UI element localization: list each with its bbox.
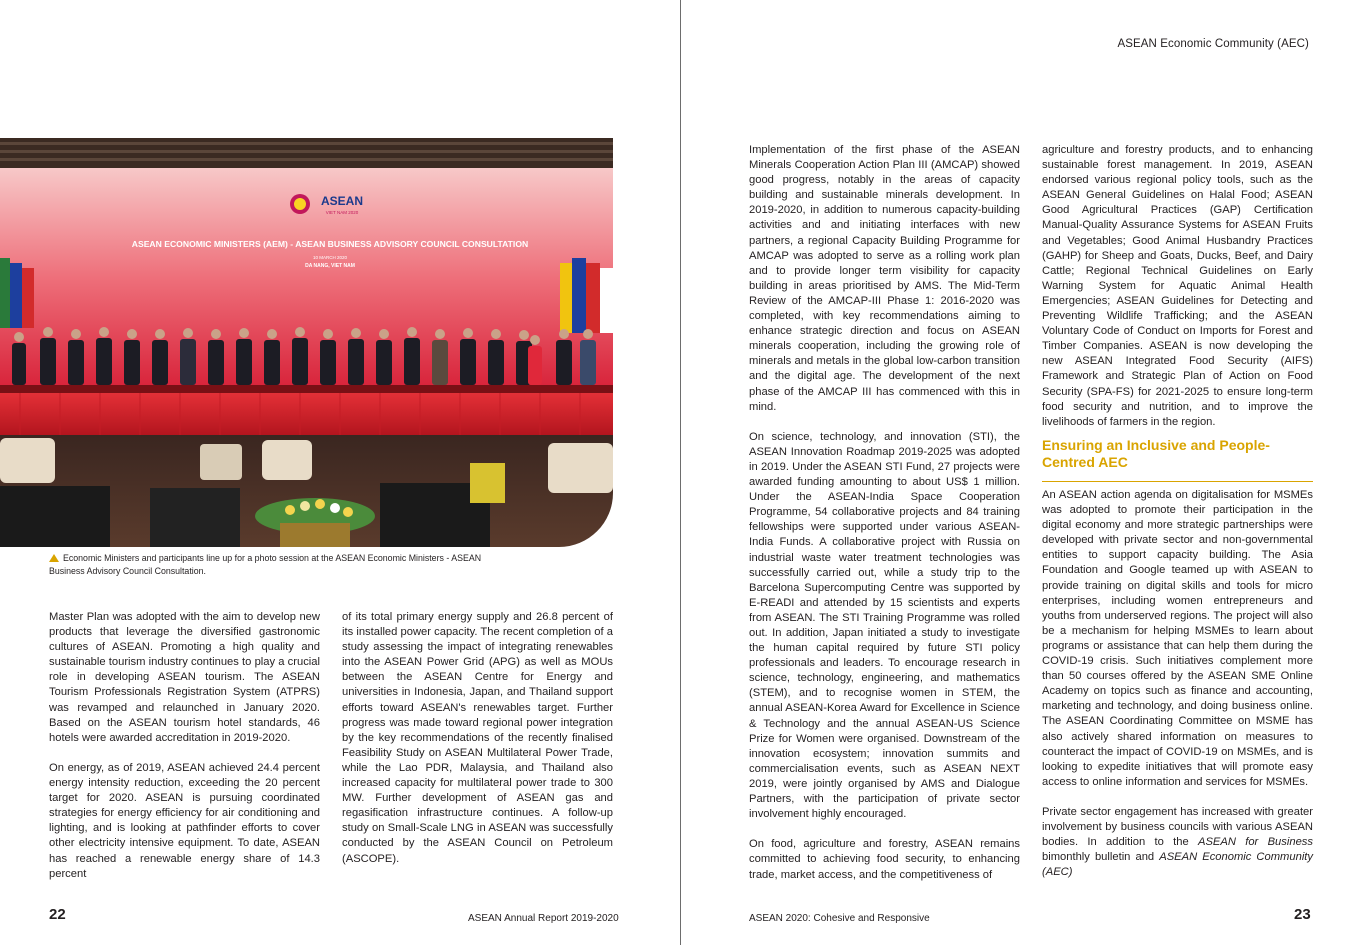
left-column-2 <box>342 610 613 867</box>
left-column-1 <box>49 610 320 882</box>
paragraph-text: bimonthly bulletin and <box>1042 851 1160 864</box>
right-column-2-continued <box>1042 488 1313 880</box>
publication-title: ASEAN for Business <box>1198 836 1313 849</box>
page-gutter <box>680 0 681 945</box>
paragraph: Implementation of the first phase of the ASEAN Minerals Cooperation Action Plan III (AMCAP) showed good progress, notably in the areas of capacity building and sustainable minerals development. In 2019-2020, in addition to numerous capacity-building activities and and initiating interfaces with new partners, a regional Capacity Building Programme for AMCAP was adopted to serve as a rolling work plan and to provide longer term visibility for capacity building in areas prioritised by AMS. The Mid-Term Review of the AMCAP-III Phase 1: 2016-2020 was completed, with key recommendations aiming to enhance strategic direction and focus on ASEAN minerals cooperation, including the growing role of minerals and metals in the global low-carbon transition and the digital age. The development of the next phase of the AMCAP III has commenced with this in mind. <box>749 144 1020 413</box>
photo-caption <box>49 552 499 577</box>
banner-date: 10 MARCH 2020 <box>312 255 348 260</box>
footer-text-left: ASEAN Annual Report 2019-2020 <box>468 913 619 924</box>
flag <box>0 258 10 328</box>
banner-logo-text: ASEAN <box>320 194 364 208</box>
sign <box>470 463 505 503</box>
banner-logo-sub: VIET NAM 2020 <box>325 210 359 215</box>
page-number-left: 22 <box>49 906 66 923</box>
caption-marker-icon <box>49 554 59 562</box>
table <box>150 488 240 547</box>
paragraph: Master Plan was adopted with the aim to develop new products that leverage the diversified gastronomic cultures of ASEAN. Promoting a high quality and sustainable tourism industry continues to play a crucial role in developing ASEAN tourism. The ASEAN Tourism Professionals Registration System (ATPRS) was revamped and relaunched in January 2020. Based on the ASEAN tourism hotel standards, 46 hotels were awarded accreditation in 2019-2020. <box>49 611 320 744</box>
event-photo <box>0 138 613 547</box>
flag <box>586 263 600 333</box>
banner-title: ASEAN ECONOMIC MINISTERS (AEM) - ASEAN BUSINESS ADVISORY COUNCIL CONSULTATION <box>131 239 529 249</box>
flag <box>10 263 22 328</box>
asean-logo <box>290 194 310 214</box>
paragraph: On science, technology, and innovation (STI), the ASEAN Innovation Roadmap 2019-2025 was adopted in 2019. Under the ASEAN STI Fund, 27 projects were awarded funding amounting to about US$ 1 million. Under the ASEAN-India Space Cooperation Programme, 54 collaborative projects and 84 training fellowships were supported under various ASEAN-India Funds. A collaborative project with Russia on industrial waste water treatment technologies was successfully carried out, while a study trip to the Barcelona Supercomputing Centre was supported by E-READI and attended by 15 scientists and experts from ASEAN. The STI Training Programme was rolled out. In addition, Japan initiated a study to investigate the human capital required by future STI policy professionals and leaders. To encourage research in science, technology, engineering, and mathematics (STEM), and to recognise women in STEM, the annual ASEAN-Korea Award for Excellence in Science & Technology and the annual ASEAN-US Science Prize for Women were organised. Downstream of the innovation ecosystem; innovation summits and commercialisation events, such as ASEAN NEXT 2019, were jointly organised by AMS and Dialogue Partners, with the participation of private sector involvement highly encouraged. <box>749 430 1020 821</box>
table <box>0 486 110 547</box>
footer-text-right: ASEAN 2020: Cohesive and Responsive <box>749 913 930 924</box>
paragraph: An ASEAN action agenda on digitalisation for MSMEs was adopted to promote their participation in the digital economy and more strategic partnerships were developed with private sector and non-governmental entities to support capacity building. The Asia Foundation and Google teamed up with ASEAN to provide training on digital skills and tools for micro enterprises, including women entrepreneurs and youths from underserved regions. The project will also be a mechanism for helping MSMEs to learn about programs or assistance that can help them during the COVID-19 crisis. Such initiatives complement more than 50 courses offered by the ASEAN SME Online Academy on topics such as finance and accounting, marketing and technology, and doing business online. The ASEAN Coordinating Committee on MSME has also actively shared information on measures to counteract the impact of COVID-19 on MSMEs, and is looking to expedite initiatives that will promote easy access to online information and services for MSMEs. <box>1042 489 1313 788</box>
publication-title: ASEAN Economic Community (AEC) <box>1042 851 1314 879</box>
paragraph: agriculture and forestry products, and to enhancing sustainable forest management. In 2019, ASEAN endorsed various regional policy tools, such as the ASEAN General Guidelines on Halal Food; ASEAN Good Agricultural Practices (GAP) Certification Manual-Quality Assurance Systems for ASEAN Fruits and Vegetables; Good Animal Husbandry Practices (GAHP) for Sheep and Goats, Ducks, Beef, and Dairy Cattle; Regional Technical Guidelines on Early Warning System for Aquatic Animal Health Emergencies; ASEAN Guidelines for Detecting and Preventing Wildlife Trafficking; and the ASEAN Voluntary Code of Conduct on Imports for Forest and Timber Companies. ASEAN is now developing the new ASEAN Integrated Food Security (AIFS) Framework and Strategic Plan of Action on Food Security (SPA-FS) for 2021-2025 to ensure long-term food security and nutrition, and to improve the livelihoods of farmers in the region. <box>1042 144 1313 428</box>
flag <box>572 258 586 333</box>
page-number-right: 23 <box>1294 906 1311 923</box>
flag <box>560 263 572 333</box>
paragraph <box>1042 805 1313 880</box>
right-column-2 <box>1042 143 1313 430</box>
running-head: ASEAN Economic Community (AEC) <box>1117 38 1309 50</box>
paragraph: On food, agriculture and forestry, ASEAN remains committed to achieving food security, to enhancing trade, market access, and the competitiveness of <box>749 838 1020 881</box>
paragraph: of its total primary energy supply and 26.8 percent of its installed power capacity. The recent completion of a study assessing the impact of integrating renewables into the ASEAN Power Grid (APG) as well as MOUs between the ASEAN Centre for Energy and universities in Indonesia, Japan, and Thailand support efforts toward ASEAN's renewables target. Further progress was made toward regional power integration by the key recommendations of the recently finalised Feasibility Study on ASEAN Multilateral Power Trade, while the Lao PDR, Malaysia, and Thailand also increased capacity for multilateral power trade to 300 MW. Further development of ASEAN gas and regasification infrastructure continues. A follow-up study on Small-Scale LNG in ASEAN was successfully conducted by the ASEAN Council on Petroleum (ASCOPE). <box>342 611 613 865</box>
right-column-1 <box>749 143 1020 883</box>
paragraph-text: Private sector engagement has increased with greater involvement by business councils with various ASEAN bodies. In addition to the <box>1042 805 1313 849</box>
banner-place: DA NANG, VIET NAM <box>305 263 355 269</box>
caption-text: Economic Ministers and participants line up for a photo session at the ASEAN Economic Ministers - ASEAN Business Advisory Council Consultation. <box>49 553 482 576</box>
section-heading: Ensuring an Inclusive and People-Centred AEC <box>1042 437 1313 482</box>
flag <box>600 268 613 333</box>
flag <box>22 268 34 328</box>
paragraph: On energy, as of 2019, ASEAN achieved 24.4 percent energy intensity reduction, exceeding the 20 percent target for 2020. ASEAN is pursuing coordinated strategies for energy efficiency for air conditioning and lighting, and is looking at pathfinder efforts to cover other electricity intensive equipment. To date, ASEAN has reached a renewable energy share of 14.3 percent <box>49 761 320 880</box>
